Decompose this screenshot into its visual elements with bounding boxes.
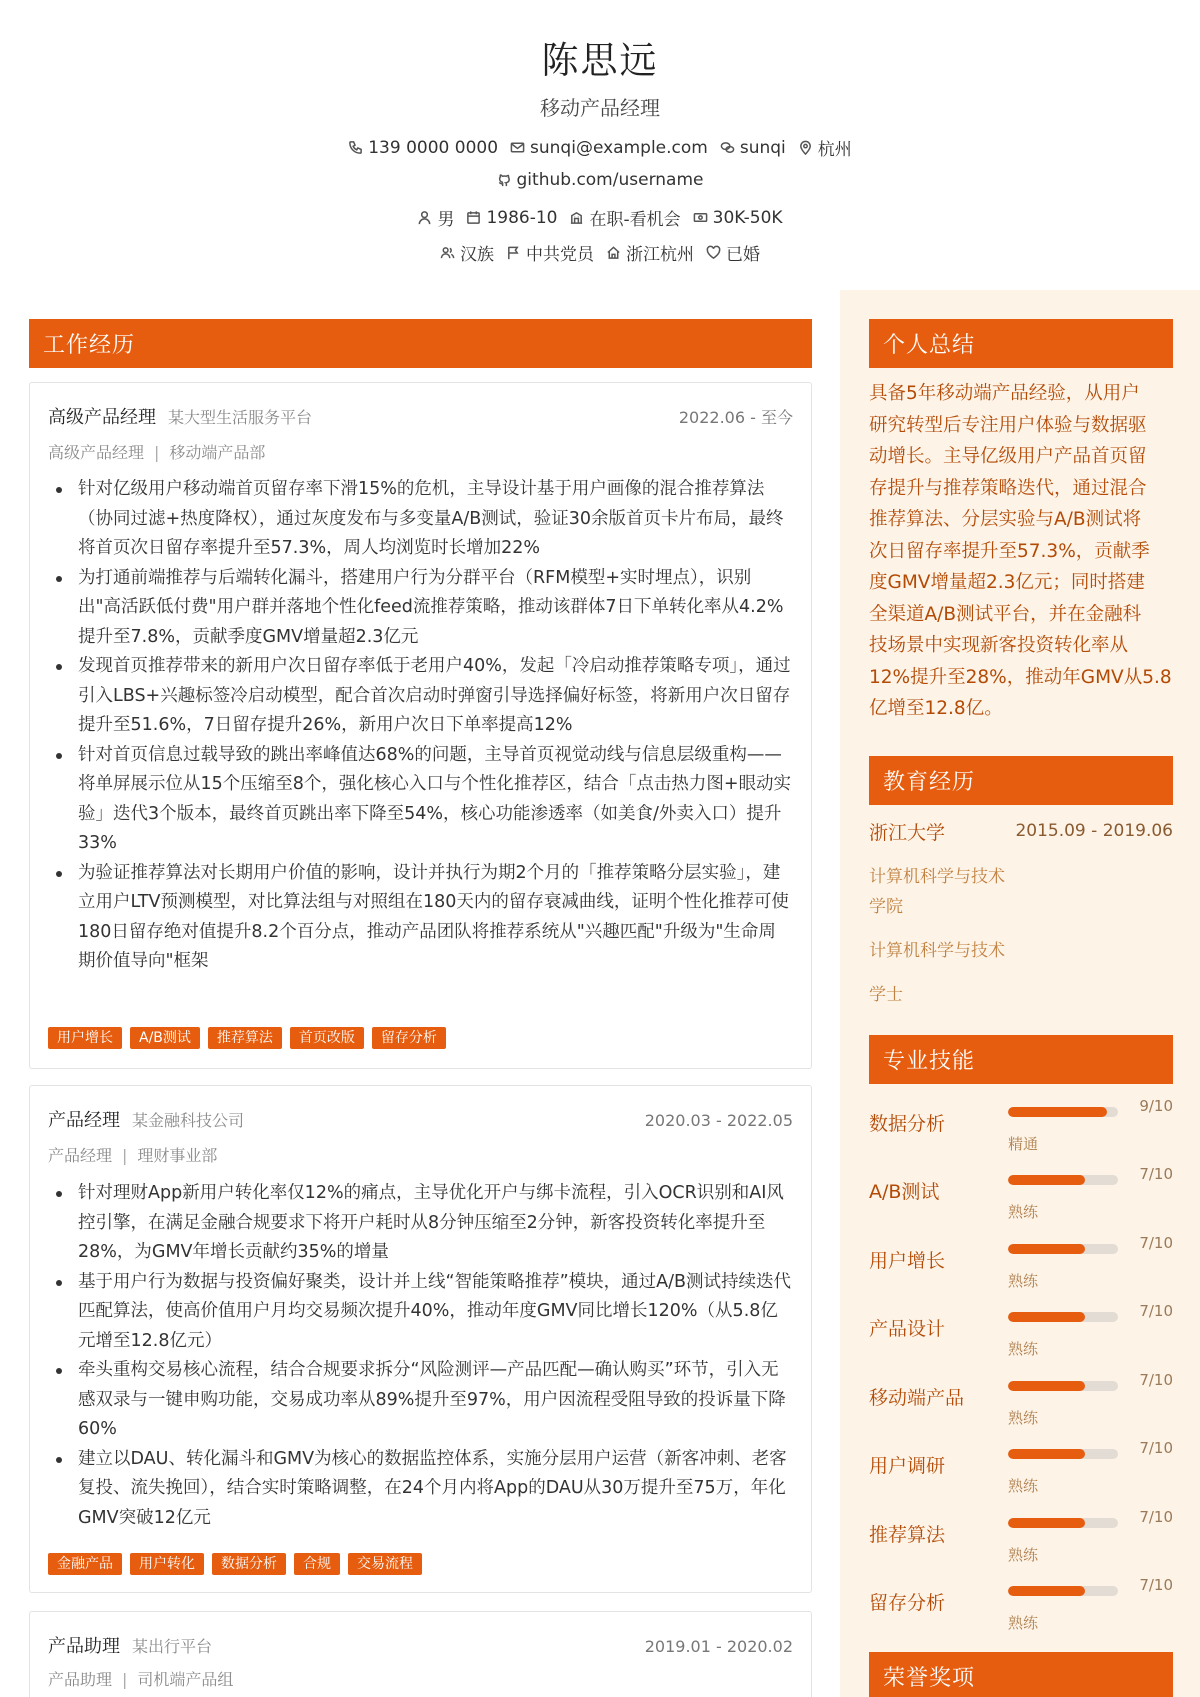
email-text: sunqi@example.com	[530, 137, 708, 158]
ethnicity-item	[440, 240, 494, 265]
skill-bar-fill	[1008, 1518, 1085, 1528]
job-department: 司机端产品组	[137, 1670, 234, 1689]
location-pin-icon	[798, 140, 813, 155]
job-bullet: 针对理财App新用户转化率仅12%的痛点，主导优化开户与绑卡流程，引入OCR识别和AI风控引擎，在满足金融合规要求下将开户耗时从8分钟压缩至2分钟，新客投资转化率提升至28%，为GMV年增长贡献约35%的增量	[48, 1179, 793, 1268]
skill-bar-fill	[1008, 1381, 1085, 1391]
job-company: 某出行平台	[132, 1637, 213, 1656]
skill-item	[869, 1373, 1173, 1433]
skill-bar	[1008, 1175, 1118, 1185]
skill-level: 熟练	[1008, 1614, 1039, 1632]
edu-date: 2015.09 - 2019.06	[1015, 821, 1173, 841]
skill-level: 熟练	[1008, 1340, 1039, 1358]
skill-level: 熟练	[1008, 1409, 1039, 1427]
hometown-item	[606, 240, 694, 265]
location-text: 杭州	[817, 140, 852, 160]
skill-name: 用户调研	[869, 1455, 946, 1477]
skill-name: A/B测试	[869, 1181, 940, 1203]
ethnicity-text: 汉族	[460, 245, 494, 265]
job-tags	[48, 1027, 446, 1049]
skill-bar	[1008, 1381, 1118, 1391]
phone-item	[348, 138, 498, 158]
mail-icon	[510, 140, 525, 155]
skills-section-title: 专业技能	[883, 1049, 976, 1074]
separator: |	[122, 1670, 128, 1689]
job-bullet: 建立以DAU、转化漏斗和GMV为核心的数据监控体系，实施分层用户运营（新客冲刺、老客复投、流失挽回），结合实时策略调整，在24个月内将App的DAU从30万提升至75万，年化GMV突破12亿元	[48, 1445, 793, 1534]
politics-item	[506, 240, 594, 265]
job-bullet: 为验证推荐算法对长期用户价值的影响，设计并执行为期2个月的「推荐策略分层实验」，建立用户LTV预测模型，对比算法组与对照组在180天内的留存衰减曲线，证明个性化推荐可使180日留存绝对值提升8.2个百分点，推动产品团队将推荐系统从"兴趣匹配"升级为"生命周期价值导向"框架	[48, 859, 793, 977]
home-icon	[606, 245, 621, 260]
personal-row-1	[0, 205, 1200, 230]
calendar-icon	[466, 210, 481, 225]
skill-name: 用户增长	[869, 1250, 946, 1272]
job-subline	[48, 440, 265, 463]
salary-text: 30K-50K	[712, 207, 783, 228]
phone-icon	[348, 140, 363, 155]
skill-score: 7/10	[1139, 1508, 1173, 1526]
education-section-title: 教育经历	[883, 770, 976, 795]
skill-level: 精通	[1008, 1135, 1039, 1153]
github-icon	[497, 173, 512, 188]
marital-text: 已婚	[726, 245, 760, 265]
personal-row-2	[0, 240, 1200, 265]
skill-bar	[1008, 1107, 1118, 1117]
summary-line: 具备5年移动端产品经验，从用户	[869, 383, 1140, 404]
summary-text	[869, 378, 1174, 725]
education-section-header	[869, 756, 1173, 805]
skill-tag: 用户增长	[48, 1027, 122, 1049]
skill-bar	[1008, 1449, 1118, 1459]
candidate-title: 移动产品经理	[540, 96, 660, 120]
skill-score: 7/10	[1139, 1439, 1173, 1457]
job-bullet: 牵头重构交易核心流程，结合合规要求拆分“风险测评—产品匹配—确认购买”环节，引入无感双录与一键申购功能，交易成功率从89%提升至97%，用户因流程受阻导致的投诉量下降60%	[48, 1356, 793, 1445]
skill-item	[869, 1510, 1173, 1570]
job-card-1	[29, 382, 812, 1069]
users-icon	[440, 245, 455, 260]
job-heading	[48, 1106, 793, 1132]
skill-item	[869, 1099, 1173, 1159]
skill-score: 7/10	[1139, 1371, 1173, 1389]
skill-tag: 用户转化	[130, 1553, 204, 1575]
summary-section-header	[869, 319, 1173, 368]
summary-line: 存提升与推荐策略迭代，通过混合	[869, 477, 1147, 499]
skill-bar-fill	[1008, 1107, 1107, 1117]
skill-tag: 数据分析	[212, 1553, 286, 1575]
job-bullets	[48, 1179, 793, 1533]
skill-tag: 合规	[294, 1553, 340, 1575]
job-role: 产品经理	[48, 1110, 120, 1131]
job-department: 理财事业部	[137, 1146, 218, 1165]
job-bullets	[48, 475, 793, 977]
gender-text: 男	[437, 210, 455, 230]
job-company: 某大型生活服务平台	[168, 408, 313, 427]
job-position: 产品助理	[48, 1670, 113, 1689]
github-text: github.com/username	[516, 170, 704, 190]
skill-name: 推荐算法	[869, 1524, 946, 1546]
skill-score: 7/10	[1139, 1234, 1173, 1252]
github-row	[0, 170, 1200, 190]
job-subline	[48, 1143, 217, 1166]
skill-bar-fill	[1008, 1312, 1085, 1322]
skill-tag: 首页改版	[290, 1027, 364, 1049]
separator: |	[154, 443, 160, 462]
skill-item	[869, 1441, 1173, 1501]
edu-school: 浙江大学	[869, 822, 946, 844]
email-item[interactable]	[510, 138, 708, 158]
skill-level: 熟练	[1008, 1272, 1039, 1290]
skill-tag: 交易流程	[348, 1553, 422, 1575]
skill-item	[869, 1304, 1173, 1364]
work-section-header	[29, 319, 812, 368]
summary-line: 全渠道A/B测试平台，并在金融科	[869, 603, 1142, 625]
skill-name: 数据分析	[869, 1113, 946, 1135]
skill-name: 留存分析	[869, 1592, 946, 1614]
birth-item	[466, 208, 557, 228]
flag-icon	[506, 245, 521, 260]
wechat-icon	[720, 140, 735, 155]
skill-bar-fill	[1008, 1175, 1085, 1185]
job-bullet: 针对首页信息过载导致的跳出率峰值达68%的问题，主导首页视觉动线与信息层级重构——将单屏展示位从15个压缩至8个，强化核心入口与个性化推荐区，结合「点击热力图+眼动实验」迭代3个版本，最终首页跳出率下降至54%，核心功能渗透率（如美食/外卖入口）提升33%	[48, 741, 793, 859]
job-heading	[48, 1632, 793, 1658]
contact-row	[0, 135, 1200, 160]
summary-line: 动增长。主导亿级用户产品首页留	[869, 446, 1147, 467]
skill-bar-fill	[1008, 1244, 1085, 1254]
job-bullet: 发现首页推荐带来的新用户次日留存率低于老用户40%，发起「冷启动推荐策略专项」，通过引入LBS+兴趣标签冷启动模型，配合首次启动时弹窗引导选择偏好标签，将新用户次日留存提升至51.6%，7日留存提升26%，新用户次日下单率提高12%	[48, 652, 793, 741]
job-department: 移动端产品部	[169, 443, 266, 462]
skill-bar-fill	[1008, 1586, 1085, 1596]
edu-college-line2: 学院	[869, 897, 903, 917]
job-card-2	[29, 1085, 812, 1593]
edu-major: 计算机科学与技术	[869, 941, 1005, 961]
summary-section-title: 个人总结	[883, 333, 976, 358]
job-position: 高级产品经理	[48, 443, 145, 462]
skill-score: 7/10	[1139, 1165, 1173, 1183]
skill-tag: 留存分析	[372, 1027, 446, 1049]
skill-level: 熟练	[1008, 1477, 1039, 1495]
skill-level: 熟练	[1008, 1546, 1039, 1564]
wechat-item	[720, 138, 786, 158]
gender-item	[417, 205, 454, 230]
phone-text: 139 0000 0000	[368, 137, 499, 158]
job-role: 高级产品经理	[48, 407, 156, 428]
job-card-3	[29, 1611, 812, 1697]
skill-bar-fill	[1008, 1449, 1085, 1459]
salary-item	[693, 208, 783, 228]
building-icon	[569, 210, 584, 225]
summary-line: 研究转型后专注用户体验与数据驱	[869, 414, 1147, 436]
skill-score: 7/10	[1139, 1302, 1173, 1320]
job-bullet: 为打通前端推荐与后端转化漏斗，搭建用户行为分群平台（RFM模型+实时埋点），识别出"高活跃低付费"用户群并落地个性化feed流推荐策略，推动该群体7日下单转化率从4.2%提升至7.8%，贡献季度GMV增量超2.3亿元	[48, 564, 793, 653]
status-text: 在职-看机会	[589, 210, 681, 230]
job-company: 某金融科技公司	[132, 1111, 245, 1130]
job-date: 2022.06 - 至今	[678, 408, 793, 427]
status-item	[569, 205, 680, 230]
job-date: 2019.01 - 2020.02	[644, 1637, 793, 1656]
money-icon	[693, 210, 708, 225]
skill-tag: A/B测试	[130, 1027, 200, 1049]
awards-section-title: 荣誉奖项	[883, 1666, 976, 1691]
job-subline	[48, 1667, 233, 1690]
work-section-title: 工作经历	[43, 333, 136, 358]
skill-score: 9/10	[1139, 1097, 1173, 1115]
summary-line: 推荐算法、分层实验与A/B测试将	[869, 509, 1142, 530]
summary-line: 度GMV增量超2.3亿元；同时搭建	[869, 572, 1145, 593]
politics-text: 中共党员	[526, 245, 594, 265]
skill-bar	[1008, 1586, 1118, 1596]
skill-bar	[1008, 1518, 1118, 1528]
job-date: 2020.03 - 2022.05	[644, 1111, 793, 1130]
summary-line: 12%提升至28%，推动年GMV从5.8	[869, 666, 1172, 688]
skills-section-header	[869, 1035, 1173, 1084]
heart-icon	[706, 245, 721, 260]
job-position: 产品经理	[48, 1146, 113, 1165]
marital-item	[706, 240, 760, 265]
job-bullet: 基于用户行为数据与投资偏好聚类，设计并上线“智能策略推荐”模块，通过A/B测试持续迭代匹配算法，使高价值用户月均交易频次提升40%，推动年度GMV同比增长120%（从5.8亿元增至12.8亿元）	[48, 1268, 793, 1357]
summary-line: 技场景中实现新客投资转化率从	[869, 635, 1129, 656]
skill-level: 熟练	[1008, 1203, 1039, 1221]
awards-section-header	[869, 1652, 1173, 1697]
location-item	[798, 135, 852, 160]
edu-degree: 学士	[869, 985, 903, 1005]
wechat-text: sunqi	[739, 137, 786, 158]
job-role: 产品助理	[48, 1636, 120, 1657]
skill-name: 移动端产品	[869, 1387, 965, 1409]
hometown-text: 浙江杭州	[626, 245, 694, 265]
skill-tag: 推荐算法	[208, 1027, 282, 1049]
job-bullet: 针对亿级用户移动端首页留存率下滑15%的危机，主导设计基于用户画像的混合推荐算法（协同过滤+热度降权），通过灰度发布与多变量A/B测试，验证30余版首页卡片布局，最终将首页次日留存率提升至57.3%，周人均浏览时长增加22%	[48, 475, 793, 564]
github-item[interactable]	[497, 170, 704, 190]
skill-name: 产品设计	[869, 1318, 946, 1340]
summary-line: 次日留存率提升至57.3%，贡献季	[869, 540, 1150, 562]
skill-item	[869, 1236, 1173, 1296]
separator: |	[122, 1146, 128, 1165]
job-heading	[48, 403, 793, 429]
skill-score: 7/10	[1139, 1576, 1173, 1594]
birth-text: 1986-10	[486, 207, 558, 228]
edu-college-line1: 计算机科学与技术	[869, 867, 1005, 887]
user-icon	[417, 210, 432, 225]
skill-bar	[1008, 1244, 1118, 1254]
candidate-name: 陈思远	[541, 39, 659, 82]
skill-item	[869, 1578, 1173, 1638]
skill-tag: 金融产品	[48, 1553, 122, 1575]
summary-line: 亿增至12.8亿。	[869, 698, 1003, 719]
skill-item	[869, 1167, 1173, 1227]
skill-bar	[1008, 1312, 1118, 1322]
job-tags	[48, 1553, 422, 1575]
